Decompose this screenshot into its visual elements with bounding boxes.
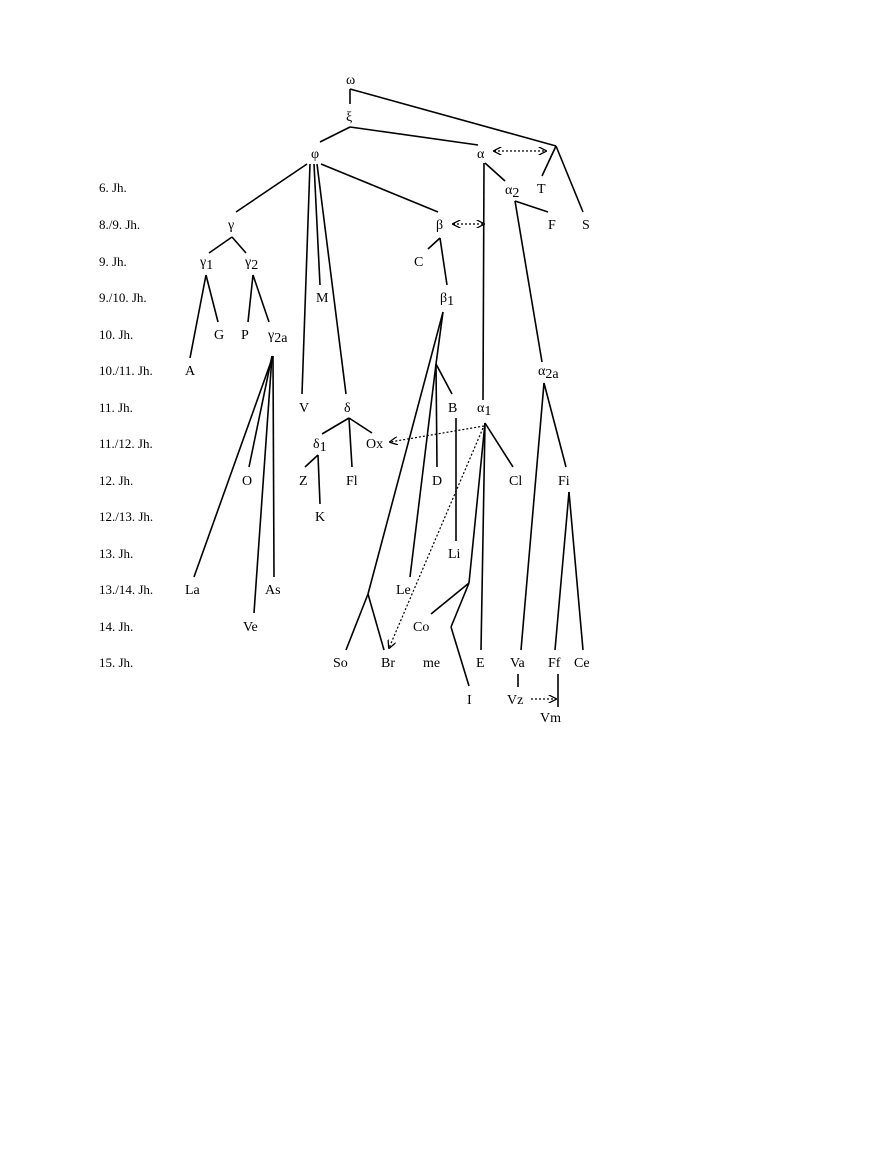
century-label: 11./12. Jh. [99, 436, 153, 451]
node-Vz: Vz [507, 693, 524, 708]
edge-gamma2a-Ve [254, 356, 272, 613]
node-delta1: δ1 [313, 437, 327, 455]
edge-alpha-alpha2 [485, 163, 505, 181]
node-Z: Z [299, 474, 308, 489]
edge-beta1-node [368, 312, 443, 594]
century-label: 12./13. Jh. [99, 509, 154, 524]
node-phi: φ [311, 147, 320, 162]
node-Cl: Cl [509, 474, 523, 489]
node-Co: Co [413, 620, 430, 635]
node-I: I [467, 693, 472, 708]
edge-Fi-Ce [569, 492, 583, 650]
edge-beta-beta1 [440, 238, 447, 285]
node-omega: ω [346, 73, 356, 88]
edge-gamma2-P [248, 275, 253, 322]
node-me: me [423, 656, 441, 671]
edge-Fi-Ff [555, 492, 569, 650]
node-delta: δ [344, 401, 351, 416]
edge-gamma2-gamma2a [253, 275, 269, 322]
edge-branch-T [542, 146, 556, 176]
node-Vm: Vm [540, 711, 561, 726]
edge-phi-gamma [236, 164, 307, 212]
edge-beta-C [428, 238, 440, 249]
node-gamma2a: γ2a [268, 328, 288, 346]
century-label: 9./10. Jh. [99, 290, 147, 305]
edge-gamma1-G [206, 275, 218, 322]
stemma-edges [190, 89, 583, 707]
edge-omega-branch [350, 89, 556, 146]
node-Va: Va [510, 656, 525, 671]
node-Fl: Fl [346, 474, 358, 489]
edge-alpha1-Cl [485, 423, 513, 467]
edge-alpha2-alpha2a [515, 201, 542, 362]
edge-gamma2a-La [194, 356, 273, 577]
node-G: G [214, 328, 225, 343]
node-T: T [537, 182, 546, 197]
century-label: 12. Jh. [99, 473, 134, 488]
node-V: V [299, 401, 310, 416]
node-gamma1: γ1 [200, 255, 214, 273]
edge-group-D [436, 364, 437, 467]
edge-phi-beta [321, 164, 438, 212]
node-beta1: β1 [440, 291, 455, 309]
edge-beta1-B-group [436, 312, 443, 364]
century-axis [99, 180, 153, 670]
node-So: So [333, 656, 348, 671]
century-label: 9. Jh. [99, 254, 127, 269]
edge-gamma-gamma1 [209, 237, 232, 253]
node-Fi: Fi [558, 474, 570, 489]
edge-xi-alpha [350, 127, 478, 145]
edge-alpha-alpha1 [483, 163, 484, 400]
edge-node-I [451, 627, 469, 686]
node-B: B [448, 401, 458, 416]
node-Ff: Ff [548, 656, 561, 671]
node-xi: ξ [346, 110, 353, 125]
node-S: S [582, 218, 590, 233]
century-label: 14. Jh. [99, 619, 134, 634]
edge-alpha2a-Va [521, 383, 544, 650]
stemma-nodes [185, 73, 590, 726]
century-label: 10. Jh. [99, 327, 134, 342]
edge-phi-delta [317, 164, 346, 394]
node-C: C [414, 255, 424, 270]
node-Ox: Ox [366, 437, 384, 452]
century-label: 10./11. Jh. [99, 363, 153, 378]
node-M: M [316, 291, 329, 306]
edge-alpha2a-Fi [544, 383, 566, 467]
century-label: 15. Jh. [99, 655, 134, 670]
edge-gamma-gamma2 [232, 237, 246, 253]
edge-node-Br [368, 594, 384, 650]
node-alpha2: α2 [505, 183, 520, 201]
edge-gamma1-A [190, 275, 206, 358]
node-As: As [265, 583, 281, 598]
edge-xi-phi [320, 127, 350, 142]
edge-branch-S [556, 146, 583, 212]
edge-group-Le [410, 364, 436, 577]
node-gamma2: γ2 [245, 255, 259, 273]
node-La: La [185, 583, 200, 598]
edge-node-So [346, 594, 368, 650]
edge-delta1-Z [305, 455, 318, 467]
node-beta: β [436, 218, 444, 233]
node-F: F [548, 218, 556, 233]
node-E: E [476, 656, 485, 671]
node-Ve: Ve [243, 620, 258, 635]
node-Br: Br [381, 656, 395, 671]
edge-delta1-K [318, 455, 320, 504]
edge-phi-V [302, 164, 310, 394]
node-alpha1: α1 [477, 401, 492, 419]
node-P: P [241, 328, 249, 343]
node-D: D [432, 474, 443, 489]
node-K: K [315, 510, 326, 525]
node-A: A [185, 364, 196, 379]
century-label: 6. Jh. [99, 180, 127, 195]
node-Le: Le [396, 583, 411, 598]
node-alpha: α [477, 147, 485, 162]
edge-group-B [436, 364, 452, 394]
node-gamma: γ [228, 218, 235, 233]
node-Ce: Ce [574, 656, 590, 671]
edge-delta-Ox [349, 418, 372, 433]
node-alpha2a: α2a [538, 364, 559, 382]
century-label: 8./9. Jh. [99, 217, 141, 232]
century-label: 13. Jh. [99, 546, 134, 561]
edge-gamma2a-As [273, 356, 274, 577]
node-Li: Li [448, 547, 461, 562]
edge-alpha2-F [515, 201, 548, 212]
century-label: 11. Jh. [99, 400, 133, 415]
edge-delta-delta1 [322, 418, 349, 434]
edge-delta-Fl [349, 418, 352, 467]
node-O: O [242, 474, 253, 489]
century-label: 13./14. Jh. [99, 582, 154, 597]
